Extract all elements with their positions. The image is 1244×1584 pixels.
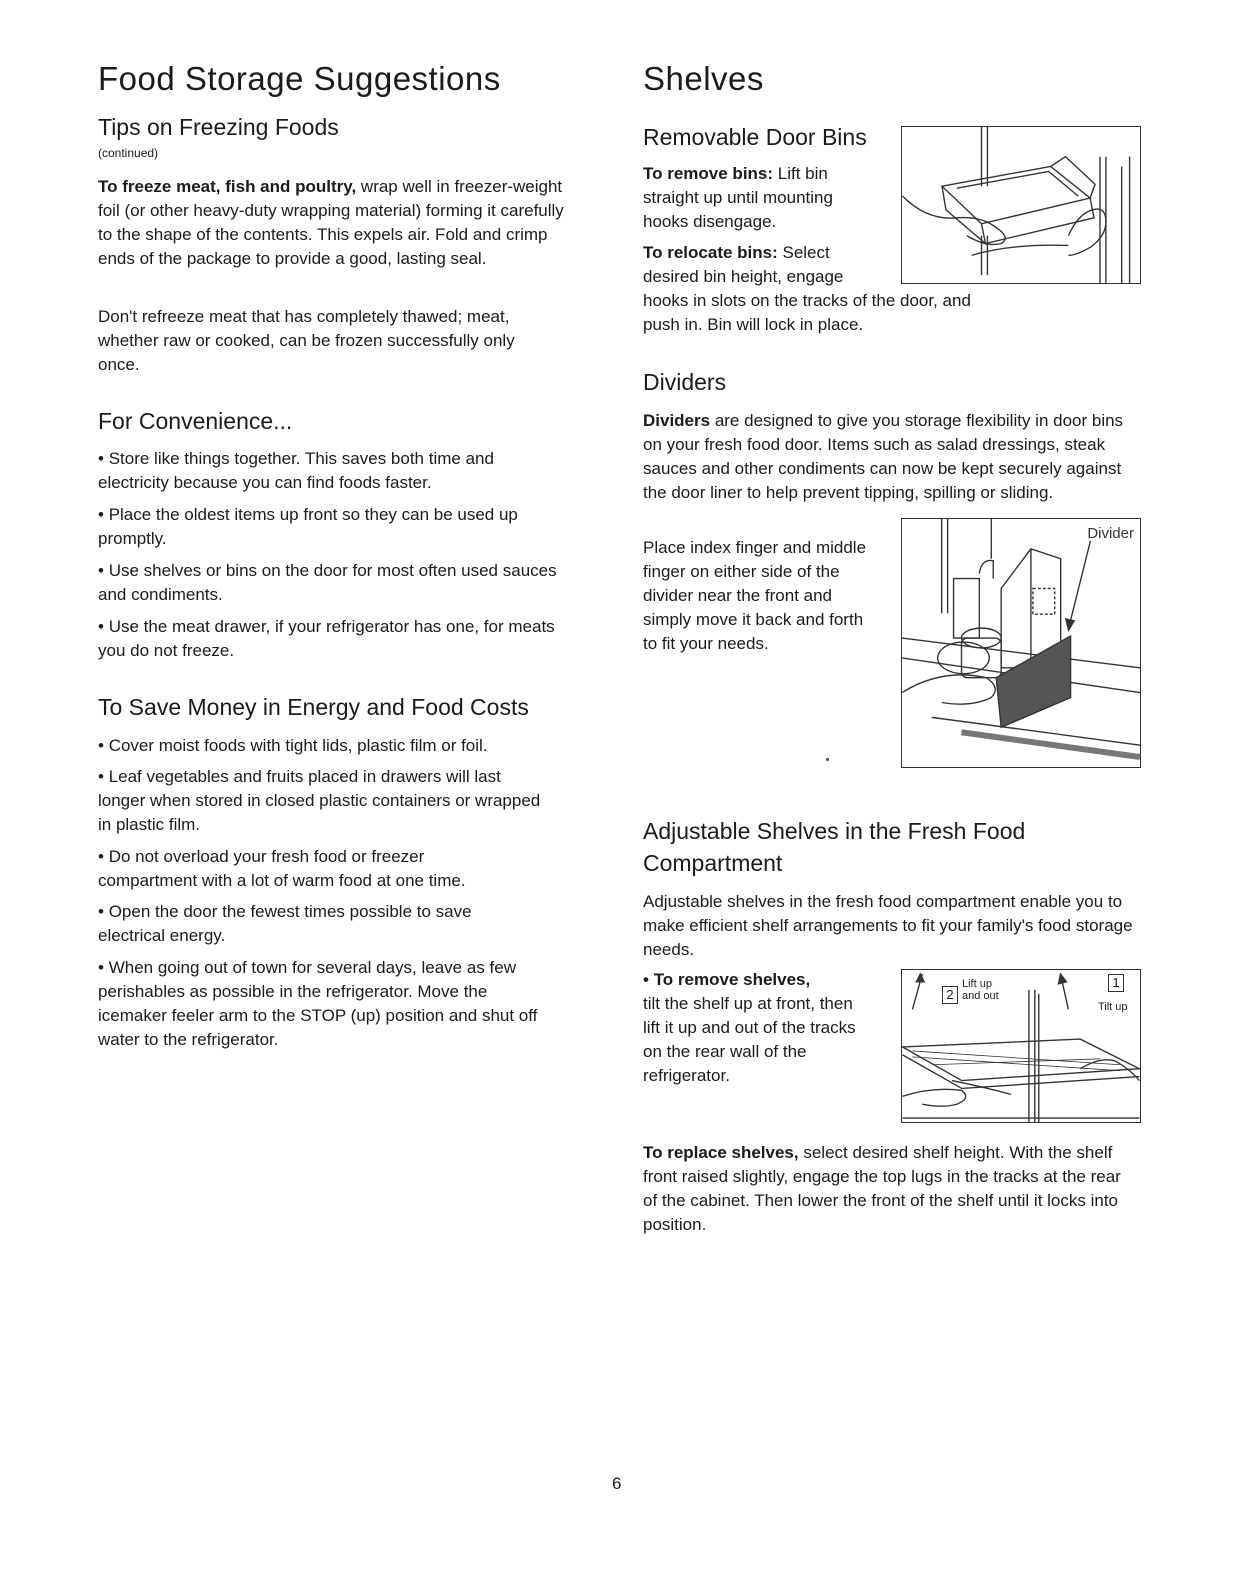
- convenience-item-4: • Use the meat drawer, if your refrigerator has one, for meats you do not freeze.: [98, 615, 558, 663]
- heading-adjustable-line2: Compartment: [643, 850, 783, 876]
- dividers-paragraph-2: Place index finger and middle finger on either side of the divider near the front and simply move it back and forth to fit your needs.: [643, 538, 867, 653]
- shelves-replace-text: [643, 1141, 1138, 1237]
- heading-save-money: To Save Money in Energy and Food Costs: [98, 694, 529, 720]
- save-item-1: • Cover moist foods with tight lids, plastic film or foil.: [98, 734, 558, 758]
- shelves-replace-body: select desired shelf height. With the shelf front raised slightly, engage the top lugs in the tracks at the rear of the cabinet. Then lower the front of the shelf until it locks into position.: [643, 1143, 1121, 1234]
- bins-relocate-continued: hooks in slots on the tracks of the door, and push in. Bin will lock in place.: [643, 291, 971, 334]
- continued-note: (continued): [98, 146, 159, 160]
- heading-convenience: For Convenience...: [98, 408, 293, 434]
- door-bin-illustration: [902, 127, 1140, 283]
- shelf-illustration: [902, 970, 1140, 1122]
- freezing-p1-lead: To freeze meat, fish and poultry,: [98, 177, 357, 196]
- step2-label-line1: Lift up: [962, 978, 992, 990]
- page-title-food-storage: Food Storage Suggestions: [98, 60, 501, 97]
- shelves-remove-body: tilt the shelf up at front, then lift it up and out of the tracks on the rear wall of the refrigerator.: [643, 994, 856, 1085]
- stray-mark: [826, 758, 829, 761]
- step2-badge: 2: [942, 986, 958, 1004]
- convenience-item-2: • Place the oldest items up front so they can be used up promptly.: [98, 503, 558, 551]
- dividers-p1-body: are designed to give you storage flexibility in door bins on your fresh food door. Items such as salad dressings, steak sauces and other condiments can now be kept securely against the door liner to help prevent tipping, spilling or sliding.: [643, 411, 1124, 502]
- save-item-5: • When going out of town for several days, leave as few perishables as possible in the refrigerator. Move the icemaker feeler arm to the STOP (up) position and shut off water to the refrigerator.: [98, 956, 558, 1052]
- bins-remove-body: Lift bin straight up until mounting hooks disengage.: [643, 164, 833, 231]
- page-title-shelves: Shelves: [643, 60, 764, 97]
- heading-adjustable-line1: Adjustable Shelves in the Fresh Food: [643, 818, 1026, 844]
- save-item-3: • Do not overload your fresh food or freezer compartment with a lot of warm food at one time.: [98, 845, 528, 893]
- freezing-p1-text: wrap well in freezer-weight foil (or other heavy-duty wrapping material) forming it carefully to the shape of the contents. This expels air. Fold and crimp ends of the package to provide a good, lasting seal.: [98, 177, 564, 268]
- bins-remove-text: [643, 162, 868, 234]
- convenience-item-1: • Store like things together. This saves both time and electricity because you can find foods faster.: [98, 447, 558, 495]
- page-number: 6: [612, 1474, 622, 1493]
- bins-relocate-lead: To relocate bins:: [643, 243, 778, 262]
- figure-door-bin: [901, 126, 1141, 284]
- shelves-remove-lead: • To remove shelves,: [643, 970, 811, 989]
- adjustable-intro: Adjustable shelves in the fresh food compartment enable you to make efficient shelf arrangements to fit your family's food storage needs.: [643, 892, 1133, 959]
- heading-tips-freezing: Tips on Freezing Foods: [98, 114, 339, 140]
- heading-dividers: Dividers: [643, 369, 727, 395]
- dividers-lead: Dividers: [643, 411, 711, 430]
- bins-remove-lead: To remove bins:: [643, 164, 774, 183]
- divider-callout-label: Divider: [1087, 525, 1134, 542]
- shelves-replace-lead: To replace shelves,: [643, 1143, 799, 1162]
- save-item-4: • Open the door the fewest times possible to save electrical energy.: [98, 900, 538, 948]
- figure-divider: [901, 518, 1141, 768]
- shelves-remove-text: [643, 968, 868, 1088]
- bins-relocate-body: Select desired bin height, engage: [643, 243, 844, 286]
- freezing-paragraph-1: [98, 175, 568, 271]
- bins-relocate-text: [643, 241, 888, 289]
- divider-illustration: [902, 519, 1140, 767]
- dividers-paragraph-1: [643, 409, 1133, 505]
- step2-label-line2: and out: [962, 990, 999, 1002]
- save-item-2: • Leaf vegetables and fruits placed in drawers will last longer when stored in closed plastic containers or wrapped in plastic film.: [98, 765, 548, 837]
- step1-badge: 1: [1108, 974, 1124, 992]
- step1-label: Tilt up: [1098, 1001, 1128, 1013]
- convenience-item-3: • Use shelves or bins on the door for most often used sauces and condiments.: [98, 559, 558, 607]
- heading-door-bins: Removable Door Bins: [643, 124, 867, 150]
- figure-adjustable-shelf: [901, 969, 1141, 1123]
- freezing-paragraph-2: Don't refreeze meat that has completely thawed; meat, whether raw or cooked, can be frozen successfully only once.: [98, 307, 515, 374]
